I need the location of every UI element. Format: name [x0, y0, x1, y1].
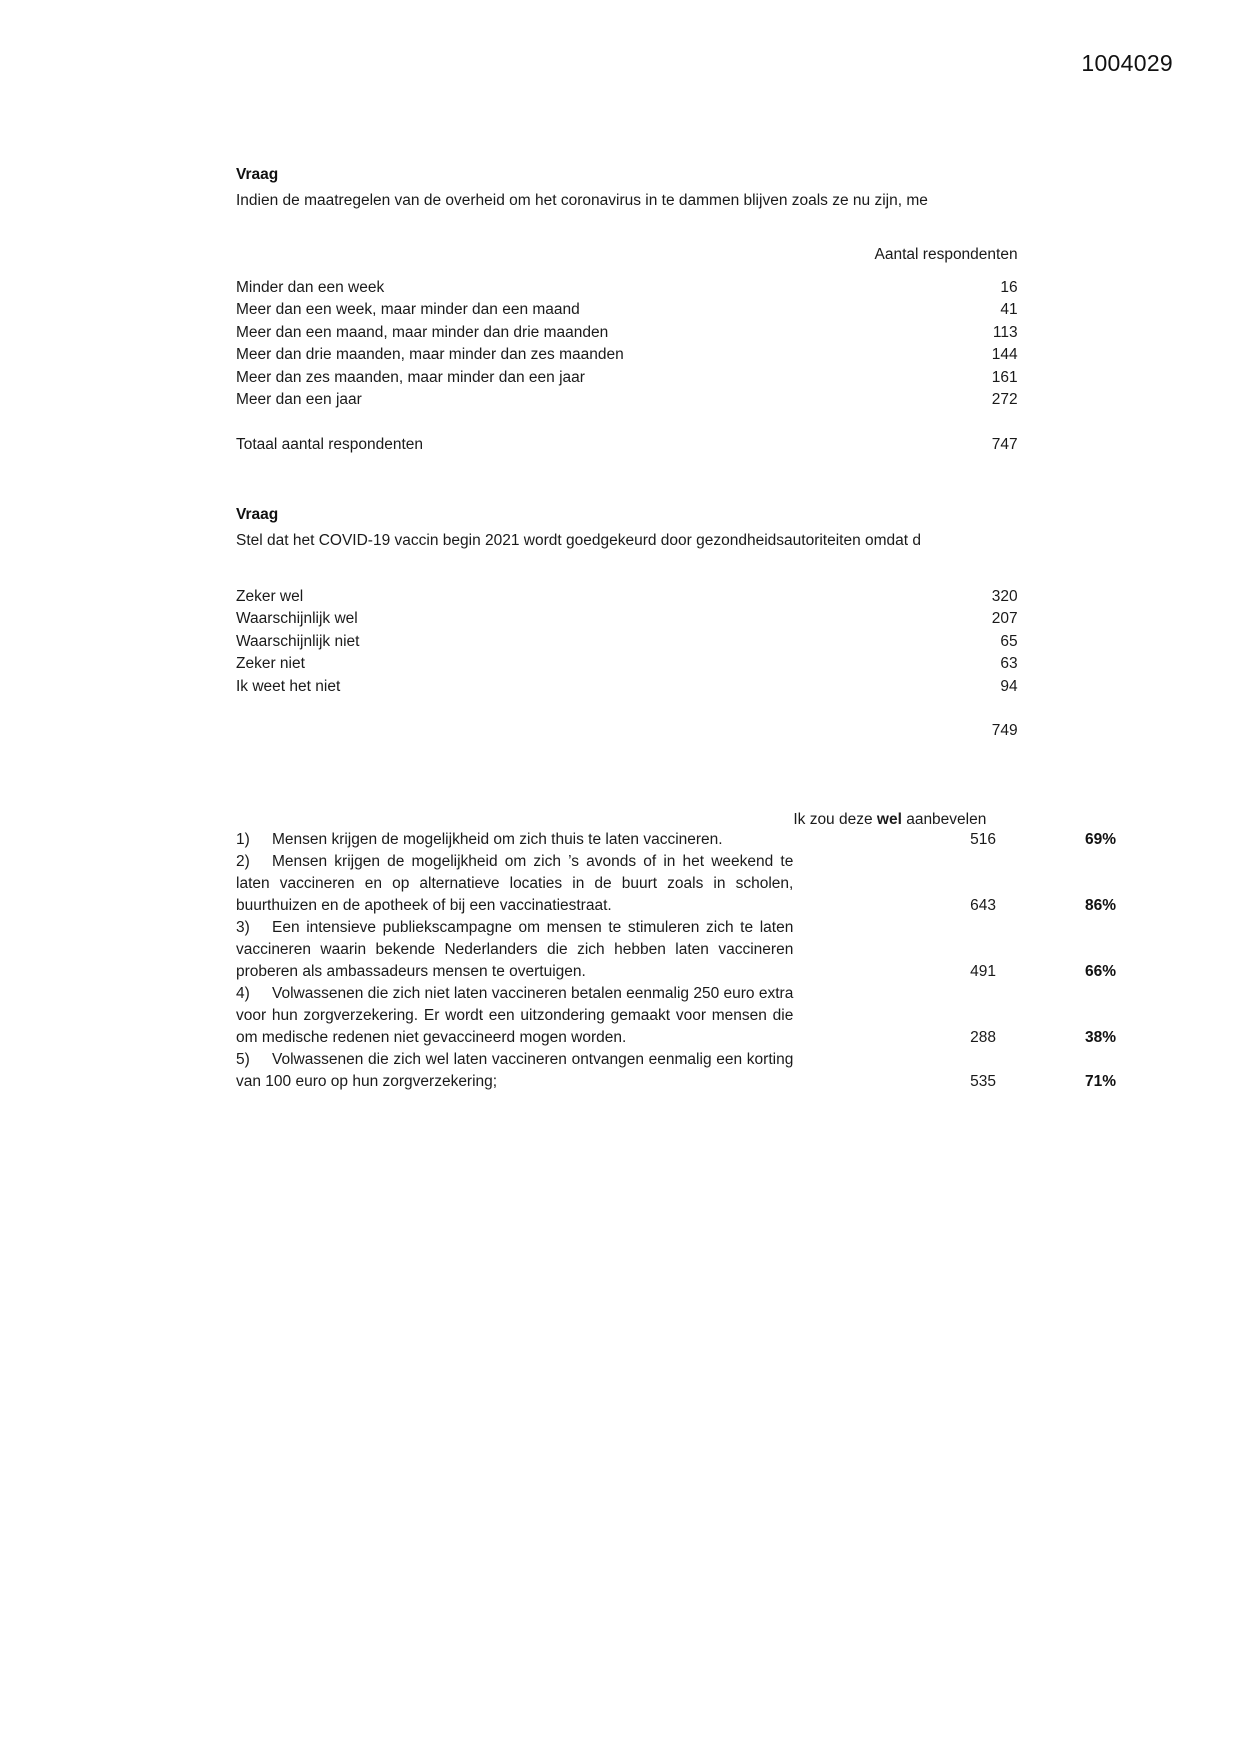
recommendation-body: Mensen krijgen de mogelijkheid om zich ’s avonds of in het weekend te laten vaccineren en op alternatieve locaties in de buurt zoals in scholen, buurthuizen en de apotheek of bij een vaccinatiestraat. [236, 852, 794, 914]
table-spacer-row [236, 412, 1116, 434]
table-row [236, 344, 1116, 367]
recommendation-text [236, 983, 793, 1049]
table-spacer-row [236, 698, 1116, 720]
question-label-1: Vraag [236, 166, 279, 183]
table-row [236, 367, 1116, 390]
recommendation-row [236, 1049, 1116, 1093]
row-value: 41 [1000, 301, 1018, 318]
table-row [236, 277, 1116, 300]
row-value: 144 [991, 346, 1018, 363]
recommendation-index: 5) [236, 1050, 250, 1068]
table-row [236, 322, 1116, 345]
recommendation-percent: 71% [1084, 1072, 1116, 1090]
row-label: Meer dan een week, maar minder dan een maand [236, 301, 580, 318]
total-value: 747 [991, 435, 1018, 453]
table-row [236, 631, 1116, 654]
recommendation-body: Volwassenen die zich wel laten vaccineren ontvangen eenmalig een korting van 100 euro op hun zorgverzekering; [236, 1050, 794, 1090]
header-emphasis: wel [876, 810, 902, 828]
row-label: Waarschijnlijk niet [236, 632, 360, 650]
table-header-row [236, 246, 1116, 277]
spacer [236, 553, 1116, 586]
page-number: 1004029 [1081, 50, 1173, 76]
question-section-1 [236, 163, 1116, 456]
recommendation-text [236, 829, 793, 851]
table-total-row [236, 720, 1116, 743]
row-label: Zeker niet [236, 655, 305, 672]
recommendation-body: Mensen krijgen de mogelijkheid om zich thuis te laten vaccineren. [272, 830, 723, 848]
table-row [236, 389, 1116, 412]
recommendation-percent: 86% [1084, 896, 1116, 914]
recommendation-percent: 69% [1084, 830, 1116, 848]
total-value: 749 [991, 722, 1018, 739]
recommendation-body: Een intensieve publiekscampagne om mensen te stimuleren zich te laten vaccineren waarin bekende Nederlanders die zich hebben laten vaccineren proberen als ambassadeurs mensen te overtuigen. [236, 918, 794, 980]
recommendation-row [236, 829, 1116, 851]
row-label: Ik weet het niet [236, 677, 341, 695]
recommendations-section [236, 811, 1116, 1093]
question-label-2: Vraag [236, 506, 279, 523]
row-label: Minder dan een week [236, 278, 385, 296]
recommendation-count: 535 [970, 1072, 996, 1090]
row-label: Zeker wel [236, 587, 304, 605]
row-label: Meer dan drie maanden, maar minder dan zes maanden [236, 346, 624, 363]
recommendation-text [236, 851, 793, 917]
row-value: 94 [1000, 677, 1018, 695]
recommendation-count: 643 [970, 896, 996, 914]
recommendation-count: 491 [970, 962, 996, 980]
row-value: 16 [1000, 278, 1018, 296]
recommendation-row [236, 917, 1116, 983]
recommendation-percent: 66% [1084, 962, 1116, 980]
recommendation-index: 1) [236, 830, 250, 848]
recommendation-row [236, 983, 1116, 1049]
recommendation-row [236, 851, 1116, 917]
recommendation-text [236, 917, 793, 983]
row-label: Meer dan zes maanden, maar minder dan een jaar [236, 368, 585, 386]
column-header-respondents: Aantal respondenten [874, 245, 1018, 263]
spacer [236, 743, 1116, 811]
spacer [236, 213, 1116, 246]
recommendation-text [236, 1049, 793, 1093]
row-value: 65 [1000, 632, 1018, 650]
question-text-1: Indien de maatregelen van de overheid om het coronavirus in te dammen blijven zoals ze nu zijn, me [236, 192, 928, 210]
row-value: 272 [991, 391, 1018, 408]
table-row [236, 608, 1116, 631]
response-table-1 [236, 246, 1116, 457]
response-table-2 [236, 586, 1116, 743]
table-total-row [236, 434, 1116, 457]
table-row [236, 586, 1116, 609]
table-row [236, 676, 1116, 699]
recommendation-body: Volwassenen die zich niet laten vaccineren betalen eenmalig 250 euro extra voor hun zorgverzekering. Er wordt een uitzondering gemaakt voor mensen die om medische redenen niet gevaccineerd mogen worden. [236, 984, 794, 1046]
recommendations-table [236, 811, 1116, 1093]
row-value: 207 [991, 610, 1018, 627]
header-suffix: aanbevelen [901, 810, 987, 828]
total-label: Totaal aantal respondenten [236, 435, 424, 453]
row-value: 320 [991, 587, 1018, 605]
total-label [236, 720, 870, 743]
row-label: Meer dan een maand, maar minder dan drie maanden [236, 323, 609, 341]
question-text-2: Stel dat het COVID-19 vaccin begin 2021 wordt goedgekeurd door gezondheidsautoriteiten omdat d [236, 532, 922, 550]
row-value: 161 [991, 368, 1018, 386]
table-row [236, 653, 1116, 676]
recommendations-header-row [236, 811, 1116, 829]
table-row [236, 299, 1116, 322]
recommendations-column-header [793, 811, 1116, 829]
recommendation-count: 288 [970, 1028, 996, 1046]
row-label: Waarschijnlijk wel [236, 610, 358, 627]
row-label: Meer dan een jaar [236, 391, 362, 408]
spacer [236, 456, 1116, 503]
row-value: 63 [1000, 655, 1018, 672]
recommendation-count: 516 [970, 830, 996, 848]
recommendation-index: 2) [236, 852, 250, 870]
document-content [236, 163, 1116, 1093]
row-value: 113 [992, 323, 1018, 341]
header-prefix: Ik zou deze [793, 810, 877, 828]
question-section-2 [236, 503, 1116, 743]
recommendation-index: 3) [236, 918, 250, 936]
recommendation-percent: 38% [1084, 1028, 1116, 1046]
recommendation-index: 4) [236, 984, 250, 1002]
